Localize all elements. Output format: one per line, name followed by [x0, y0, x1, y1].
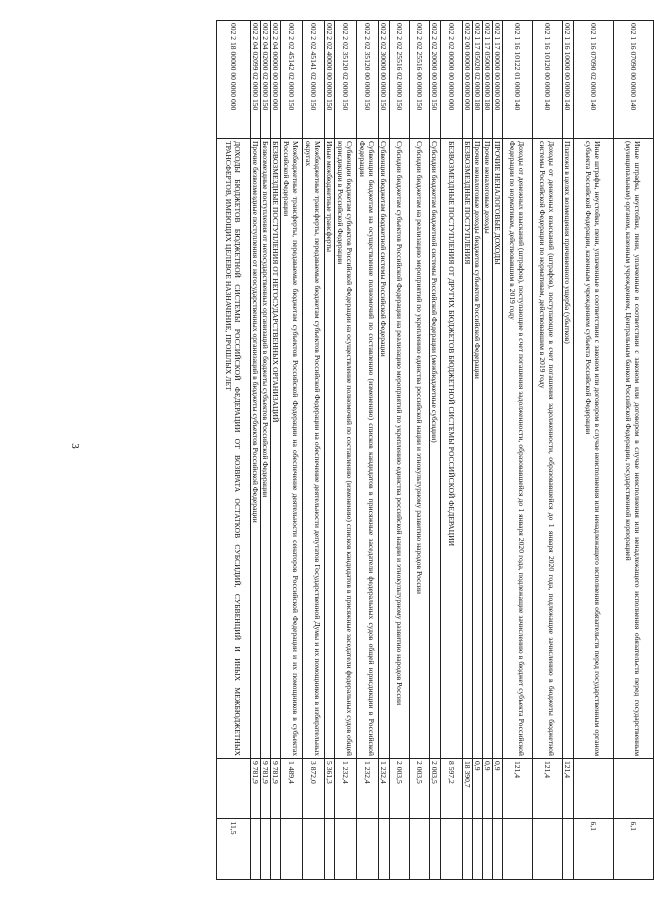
row-amount-2	[563, 819, 574, 880]
row-name: БЕЗВОЗМЕЗДНЫЕ ПОСТУПЛЕНИЯ ОТ ДРУГИХ БЮДЖЕТОВ БЮДЖЕТНОЙ СИСТЕМЫ РОССИЙСКОЙ ФЕДЕРАЦИИ	[441, 138, 463, 758]
revenue-table	[216, 20, 654, 880]
row-amount-1: 9 781,9	[261, 759, 271, 819]
row-name: БЕЗВОЗМЕЗДНЫЕ ПОСТУПЛЕНИЯ ОТ НЕГОСУДАРСТВЕННЫХ ОРГАНИЗАЦИЙ	[271, 138, 281, 758]
row-amount-1: 5 361,3	[325, 759, 335, 819]
row-amount-1: 121,4	[533, 759, 563, 819]
row-name: Субвенции бюджетам бюджетной системы Российской Федерации	[379, 138, 390, 758]
row-name: Доходы от денежных взысканий (штрафов), поступающие в счет погашения задолженности, образовавшейся до 1 января 2020 года, подлежащие зачислению в бюджеты бюджетной системы Российской Федерации по нормативам, действовавшим в 2019 году	[533, 138, 563, 758]
row-code: 002 2 02 00000 00 0000 000	[441, 21, 463, 139]
table-row	[533, 21, 563, 880]
row-name: Межбюджетные трансферты, передаваемые бюджетам субъектов Российской Федерации на обеспечение деятельности сенаторов Российской Федерации и их помощников в субъектах Российской Федерации	[281, 138, 303, 758]
row-code: 002 1 17 05000 00 0000 180	[483, 21, 493, 139]
table-row	[463, 21, 473, 880]
row-amount-1: 1 489,4	[281, 759, 303, 819]
row-amount-2	[261, 819, 271, 880]
row-name: ДОХОДЫ БЮДЖЕТОВ БЮДЖЕТНОЙ СИСТЕМЫ РОССИЙСКОЙ ФЕДЕРАЦИИ ОТ ВОЗВРАТА ОСТАТКОВ СУБСИДИЙ, СУБВЕНЦИЙ И ИНЫХ МЕЖБЮДЖЕТНЫХ ТРАНСФЕРТОВ, ИМЕЮЩИХ ЦЕЛЕВОЕ НАЗНАЧЕНИЕ, ПРОШЛЫХ ЛЕТ	[217, 138, 251, 758]
row-amount-2	[441, 819, 463, 880]
row-name: Субсидии бюджетам субъектов Российской Федерации на реализацию мероприятий по укреплению единства российской нации и этнокультурному развитию народов России	[390, 138, 410, 758]
row-amount-1: 1 232,4	[335, 759, 357, 819]
row-amount-1: 121,4	[503, 759, 533, 819]
table-row	[473, 21, 483, 880]
row-code: 002 2 02 35120 00 0000 150	[357, 21, 379, 139]
table-row	[410, 21, 430, 880]
row-name: Субсидии бюджетам на реализацию мероприятий по укреплению единства российской нации и этнокультурному развитию народов России	[410, 138, 430, 758]
table-row	[493, 21, 503, 880]
table-row	[483, 21, 493, 880]
row-code: 002 1 16 07090 02 0000 140	[574, 21, 614, 139]
row-amount-1: 121,4	[563, 759, 574, 819]
table-row	[614, 21, 654, 880]
row-code: 002 2 02 40000 00 0000 150	[325, 21, 335, 139]
row-amount-1	[217, 759, 251, 819]
row-amount-2	[325, 819, 335, 880]
row-amount-2	[335, 819, 357, 880]
row-amount-1: 9 781,9	[271, 759, 281, 819]
row-amount-1: 3 872,0	[303, 759, 325, 819]
table-row	[303, 21, 325, 880]
row-amount-1: 2 003,5	[430, 759, 441, 819]
row-name: Иные штрафы, неустойки, пени, уплаченные в соответствии с законом или договором в случае неисполнения или ненадлежащего исполнения обязательств перед государственным (муниципальным) органом, казенным учреждением, Центральным банком Российской Федерации, государственной корпорацией	[614, 138, 654, 758]
row-code: 002 2 02 45141 02 0000 150	[303, 21, 325, 139]
row-name: БЕЗВОЗМЕЗДНЫЕ ПОСТУПЛЕНИЯ	[463, 138, 473, 758]
table-row	[503, 21, 533, 880]
row-amount-2: 6,1	[614, 819, 654, 880]
row-amount-1: 2 003,5	[410, 759, 430, 819]
row-code: 002 1 16 10120 00 0000 140	[533, 21, 563, 139]
row-amount-2	[303, 819, 325, 880]
row-code: 002 1 16 07090 00 0000 140	[614, 21, 654, 139]
row-amount-1: 0,9	[493, 759, 503, 819]
row-amount-2	[503, 819, 533, 880]
row-name: Платежи в целях возмещения причиненного ущерба (убытков)	[563, 138, 574, 758]
row-code: 002 2 02 45142 02 0000 150	[281, 21, 303, 139]
row-name: ПРОЧИЕ НЕНАЛОГОВЫЕ ДОХОДЫ	[493, 138, 503, 758]
table-row	[430, 21, 441, 880]
table-row	[379, 21, 390, 880]
row-code: 002 2 18 00000 00 0000 000	[217, 21, 251, 139]
page-number: 3	[68, 443, 81, 449]
table-row	[251, 21, 261, 880]
revenue-table-body	[217, 21, 654, 880]
row-amount-2: 11,5	[217, 819, 251, 880]
row-amount-1	[614, 759, 654, 819]
row-amount-2	[463, 819, 473, 880]
row-code: 002 1 17 05020 02 0000 180	[473, 21, 483, 139]
table-row	[325, 21, 335, 880]
row-amount-2	[271, 819, 281, 880]
row-name: Прочие неналоговые доходы бюджетов субъектов Российской Федерации	[473, 138, 483, 758]
row-amount-2	[379, 819, 390, 880]
row-amount-2	[493, 819, 503, 880]
table-row	[217, 21, 251, 880]
table-row	[261, 21, 271, 880]
table-row	[357, 21, 379, 880]
table-row	[574, 21, 614, 880]
row-code: 002 2 02 35120 02 0000 150	[335, 21, 357, 139]
table-row	[281, 21, 303, 880]
row-code: 002 1 16 10122 01 0000 140	[503, 21, 533, 139]
row-amount-2	[410, 819, 430, 880]
row-amount-2	[281, 819, 303, 880]
row-code: 002 1 16 10000 00 0000 140	[563, 21, 574, 139]
row-name: Безвозмездные поступления от негосударственных организаций в бюджеты субъектов Российской Федерации	[261, 138, 271, 758]
row-amount-1: 0,9	[483, 759, 493, 819]
row-code: 002 2 04 02099 02 0000 150	[251, 21, 261, 139]
row-amount-2	[251, 819, 261, 880]
row-amount-2	[430, 819, 441, 880]
table-row	[441, 21, 463, 880]
row-code: 002 2 02 25516 00 0000 150	[410, 21, 430, 139]
rotated-table-wrapper	[88, 20, 654, 880]
row-amount-1: 18 390,7	[463, 759, 473, 819]
row-code: 002 2 02 25516 02 0000 150	[390, 21, 410, 139]
row-code: 002 1 17 00000 00 0000 000	[493, 21, 503, 139]
row-name: Прочие неналоговые доходы	[483, 138, 493, 758]
row-code: 002 2 00 00000 00 0000 000	[463, 21, 473, 139]
row-name: Иные межбюджетные трансферты	[325, 138, 335, 758]
table-row	[390, 21, 410, 880]
table-row	[335, 21, 357, 880]
row-amount-2: 6,1	[574, 819, 614, 880]
row-amount-1	[574, 759, 614, 819]
row-amount-2	[483, 819, 493, 880]
row-name: Межбюджетные трансферты, передаваемые бюджетам субъектов Российской Федерации на обеспечение деятельности депутатов Государственной Думы и их помощников в избирательных округах	[303, 138, 325, 758]
table-row	[271, 21, 281, 880]
row-name: Субвенции бюджетам субъектов Российской Федерации на осуществление полномочий по составлению (изменению) списков кандидатов в присяжные заседатели федеральных судов общей юрисдикции в Российской Федерации	[335, 138, 357, 758]
rotated-table-stage	[88, 20, 654, 880]
row-amount-1: 0,9	[473, 759, 483, 819]
row-amount-2	[473, 819, 483, 880]
row-amount-1: 2 003,5	[390, 759, 410, 819]
table-row	[563, 21, 574, 880]
row-amount-2	[533, 819, 563, 880]
row-name: Прочие безвозмездные поступления от негосударственных организаций в бюджеты субъектов Российской Федерации	[251, 138, 261, 758]
row-code: 002 2 02 20000 00 0000 150	[430, 21, 441, 139]
row-amount-1: 8 597,2	[441, 759, 463, 819]
row-code: 002 2 04 00000 00 0000 000	[271, 21, 281, 139]
row-amount-2	[357, 819, 379, 880]
row-name: Субсидии бюджетам бюджетной системы Российской Федерации (межбюджетные субсидии)	[430, 138, 441, 758]
row-amount-1: 9 781,9	[251, 759, 261, 819]
row-amount-1: 1 232,4	[379, 759, 390, 819]
row-name: Доходы от денежных взысканий (штрафов), поступающие в счет погашения задолженности, образовавшейся до 1 января 2020 года, подлежащие зачислению в бюджет субъекта Российской Федерации по нормативам, действовавшим в 2019 году	[503, 138, 533, 758]
row-amount-1: 1 232,4	[357, 759, 379, 819]
row-code: 002 2 02 30000 00 0000 150	[379, 21, 390, 139]
row-amount-2	[390, 819, 410, 880]
row-code: 002 2 04 02000 02 0000 150	[261, 21, 271, 139]
row-name: Субвенции бюджетам на осуществление полномочий по составлению (изменению) списков кандидатов в присяжные заседатели федеральных судов общей юрисдикции в Российской Федерации	[357, 138, 379, 758]
row-name: Иные штрафы, неустойки, пени, уплаченные в соответствии с законом или договором в случае неисполнения или ненадлежащего исполнения обязательств перед государственным органом субъекта Российской Федерации, казенным учреждением субъекта Российской Федерации	[574, 138, 614, 758]
